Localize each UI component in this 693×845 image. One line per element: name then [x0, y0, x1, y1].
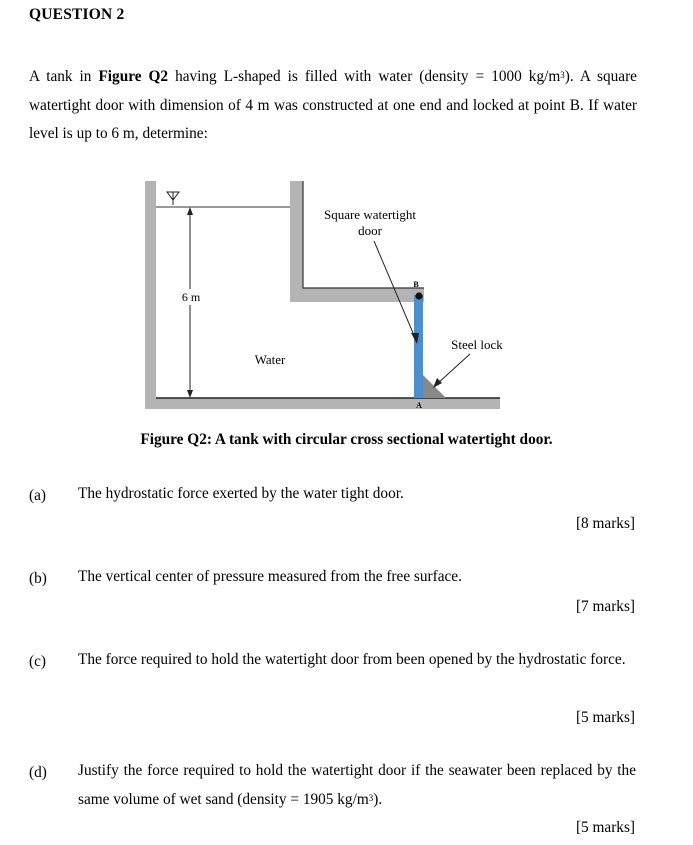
depth-label: 6 m — [181, 290, 201, 304]
part-d-text-2: ). — [373, 790, 383, 808]
part-c-text: The force required to hold the watertight door from been opened by the hydrostatic force. — [78, 651, 626, 668]
lock-leader-arrowhead — [433, 378, 442, 388]
door-label-line2: door — [358, 223, 382, 238]
point-a-label: A — [416, 401, 422, 410]
tank-diagram — [130, 170, 510, 420]
part-d-text-1: Justify the force required to hold the watertight door if the seawater been replaced by the same volume of wet sand (density = 1905 kg/m — [78, 762, 636, 808]
depth-arrow-top — [187, 207, 193, 215]
figure-q2 — [130, 170, 510, 420]
part-b-text: The vertical center of pressure measured from the free surface. — [78, 568, 462, 585]
part-c-label: (c) — [29, 653, 46, 670]
part-d-label: (d) — [29, 764, 47, 781]
part-d-exponent: 3 — [368, 792, 374, 803]
figure-caption: Figure Q2: A tank with circular cross sectional watertight door. — [140, 431, 553, 448]
part-d-text — [78, 757, 636, 814]
part-a-marks: [8 marks] — [575, 515, 635, 532]
water-label: Water — [254, 352, 286, 367]
depth-arrow-bottom — [187, 390, 193, 398]
figure-reference: Figure Q2 — [98, 68, 169, 85]
intro-text-2: having L-shaped is filled with water (density = 1000 kg/m — [168, 68, 561, 85]
steel-lock-label: Steel lock — [451, 337, 503, 352]
door-label-line1: Square watertight — [323, 207, 417, 222]
part-d-marks: [5 marks] — [575, 819, 635, 836]
intro-text-1: A tank in — [29, 68, 99, 85]
point-b-label: B — [413, 280, 419, 289]
intro-exponent: 3 — [560, 70, 565, 80]
part-b-marks: [7 marks] — [575, 598, 635, 615]
part-c-marks: [5 marks] — [575, 709, 635, 726]
tank-left-wall — [145, 181, 156, 409]
question-title: QUESTION 2 — [29, 6, 125, 23]
l-wall-vertical — [290, 181, 303, 302]
part-b-label: (b) — [29, 570, 47, 587]
lock-leader-line — [437, 354, 470, 384]
l-wall-horizontal — [290, 288, 424, 302]
question-intro — [29, 63, 637, 149]
tank-floor — [145, 398, 500, 409]
part-a-label: (a) — [29, 487, 46, 504]
hinge-b — [415, 292, 422, 299]
part-a-text: The hydrostatic force exerted by the water tight door. — [78, 485, 404, 502]
intro-text-3: ). A square watertight door with dimension of 4 m was constructed at one end and locked at point B. If water level is up to 6 m, determine: — [29, 68, 637, 142]
watertight-door — [414, 295, 423, 398]
